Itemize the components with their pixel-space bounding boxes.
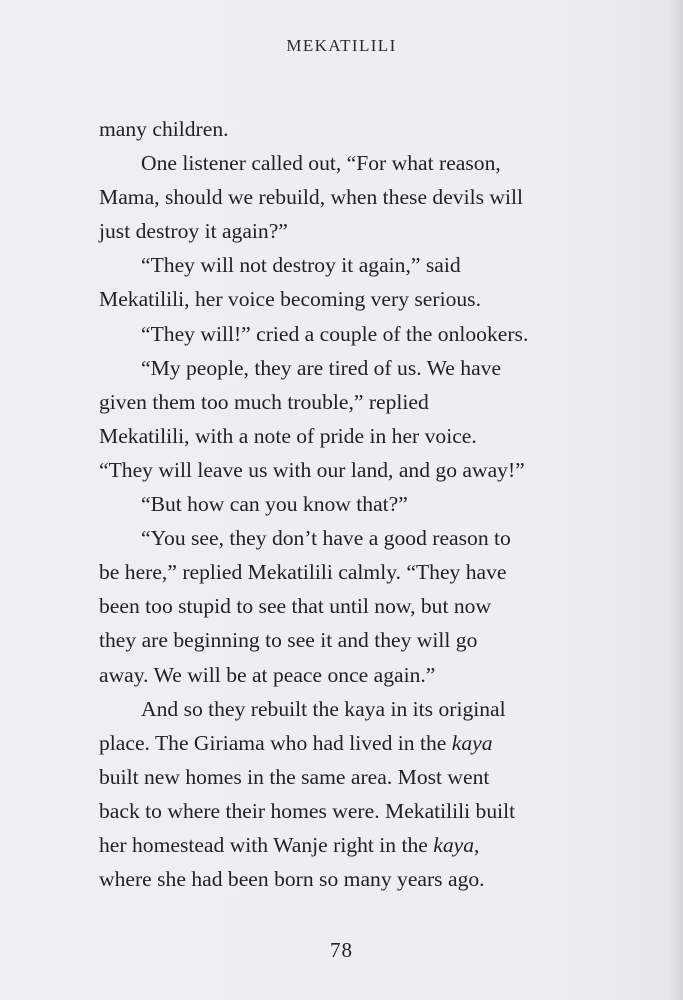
text-line: “They will leave us with our land, and go away!” — [99, 457, 525, 482]
text-line: “You see, they don’t have a good reason to — [141, 526, 511, 551]
text-line — [99, 726, 604, 760]
text-line: many children. — [99, 117, 229, 141]
text-line: And so they rebuilt the kaya in its original — [141, 696, 506, 721]
text-line: “But how can you know that?” — [141, 492, 408, 517]
text-line: “They will!” cried a couple of the onlookers. — [141, 321, 529, 346]
italic-word: kaya — [451, 730, 493, 755]
page-number: 78 — [330, 938, 353, 962]
text-line: built new homes in the same area. Most went — [99, 764, 490, 789]
text-line: “My people, they are tired of us. We have — [141, 355, 502, 380]
text-line: “They will not destroy it again,” said — [141, 253, 461, 278]
text-line-main: place. The Giriama who had lived in the — [99, 730, 452, 755]
running-head: MEKATILILI — [286, 36, 397, 55]
text-line: back to where their homes were. Mekatilili built — [99, 798, 516, 823]
text-line: been too stupid to see that until now, but now — [99, 594, 492, 619]
text-line: away. We will be at peace once again.” — [99, 662, 436, 687]
text-line-main: her homestead with Wanje right in the — [99, 832, 434, 857]
text-line: given them too much trouble,” replied — [99, 389, 429, 414]
text-line: Mekatilili, with a note of pride in her voice. — [99, 423, 477, 448]
page-edge-shadow — [669, 0, 683, 1000]
italic-word: kaya — [433, 832, 475, 857]
text-line: One listener called out, “For what reason, — [141, 151, 501, 176]
body-text — [99, 112, 604, 896]
text-line: Mekatilili, her voice becoming very serious. — [99, 287, 481, 312]
text-line — [99, 828, 604, 862]
text-line: they are beginning to see it and they will go — [99, 628, 478, 653]
punctuation: , — [474, 832, 480, 857]
text-line: be here,” replied Mekatilili calmly. “They have — [99, 560, 507, 585]
text-line: where she had been born so many years ago. — [99, 867, 485, 892]
text-line: just destroy it again?” — [99, 219, 288, 244]
text-line: Mama, should we rebuild, when these devils will — [99, 185, 523, 210]
